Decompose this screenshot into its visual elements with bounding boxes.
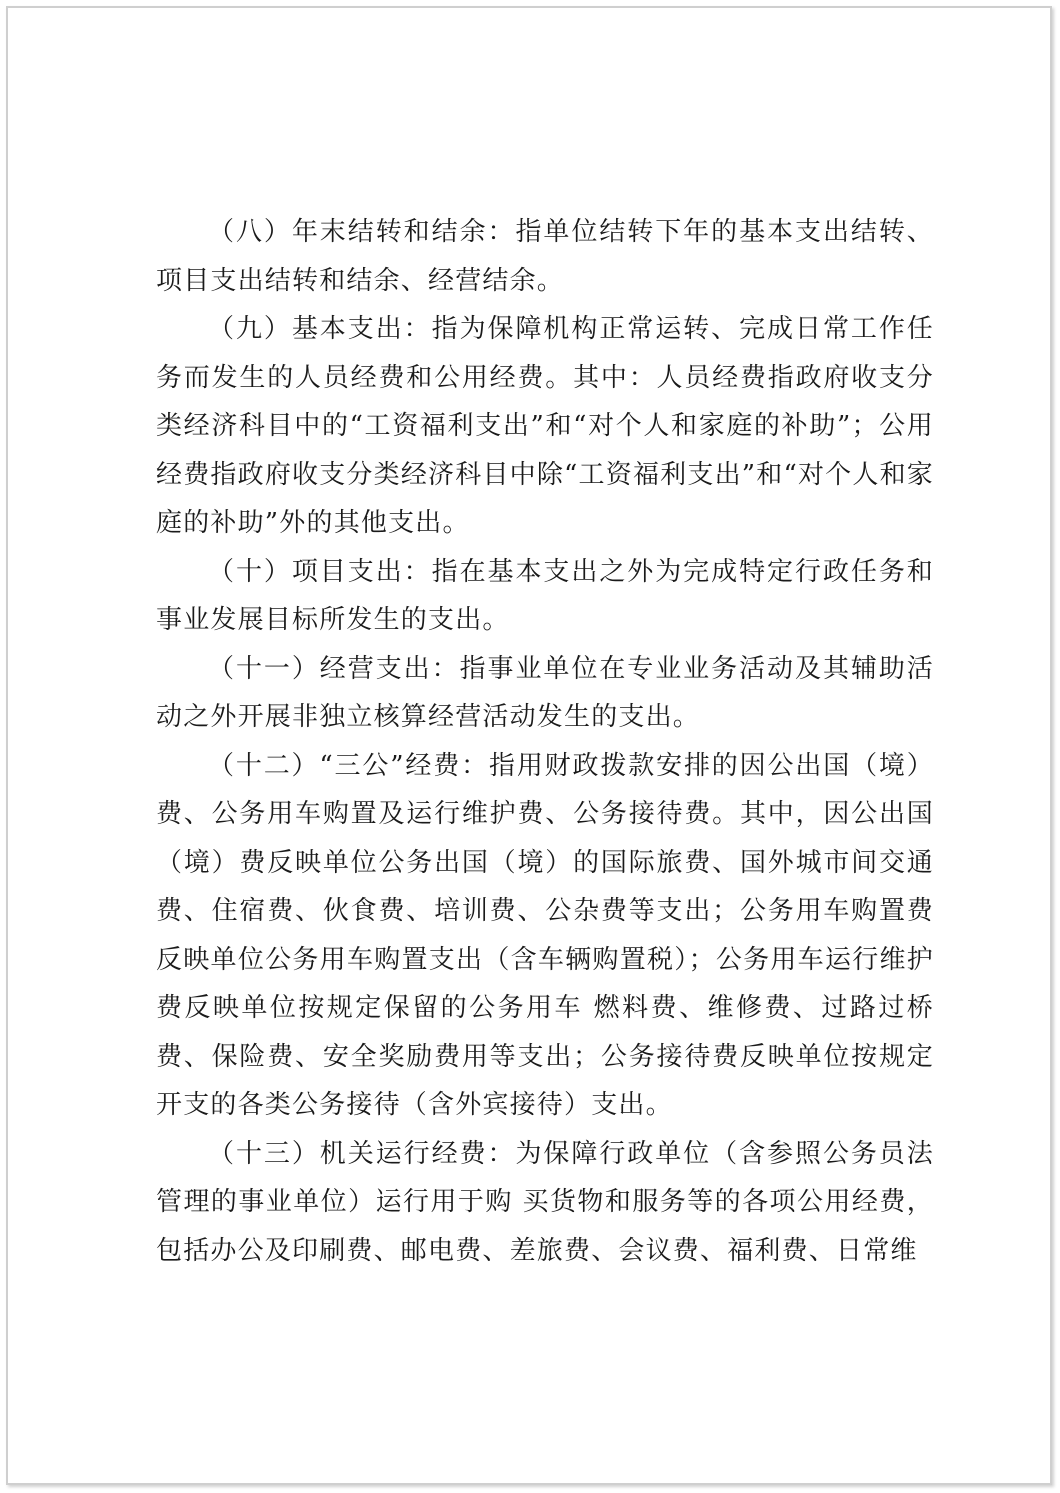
document-page [6,6,1052,1485]
paragraph-agency-operating-costs: （十三）机关运行经费：为保障行政单位（含参照公务员法管理的事业单位）运行用于购 买货物和服务等的各项公用经费，包括办公及印刷费、邮电费、差旅费、会议费、福利费、日常维 [156,1138,934,1266]
paragraph-three-public-expenses: （十二）“三公”经费：指用财政拨款安排的因公出国（境）费、公务用车购置及运行维护费、公务接待费。其中，因公出国（境）费反映单位公务出国（境）的国际旅费、国外城市间交通费、住宿费、伙食费、培训费、公杂费等支出；公务用车购置费反映单位公务用车购置支出（含车辆购置税）；公务用车运行维护费反映单位按规定保留的公务用车 燃料费、维修费、过路过桥费、保险费、安全奖励费用等支出；公务接待费反映单位按规定开支的各类公务接待（含外宾接待）支出。 [156,750,934,1120]
paragraph-project-expenditure: （十）项目支出：指在基本支出之外为完成特定行政任务和事业发展目标所发生的支出。 [156,556,934,635]
paragraph-year-end-carryover: （八）年末结转和结余：指单位结转下年的基本支出结转、项目支出结转和结余、经营结余。 [156,217,934,296]
paragraph-basic-expenditure: （九）基本支出：指为保障机构正常运转、完成日常工作任务而发生的人员经费和公用经费。其中：人员经费指政府收支分类经济科目中的“工资福利支出”和“对个人和家庭的补助”；公用经费指政府收支分类经济科目中除“工资福利支出”和“对个人和家庭的补助”外的其他支出。 [156,314,934,538]
document-body [156,208,934,1275]
paragraph-operating-expenditure: （十一）经营支出：指事业单位在专业业务活动及其辅助活动之外开展非独立核算经营活动发生的支出。 [156,653,934,732]
